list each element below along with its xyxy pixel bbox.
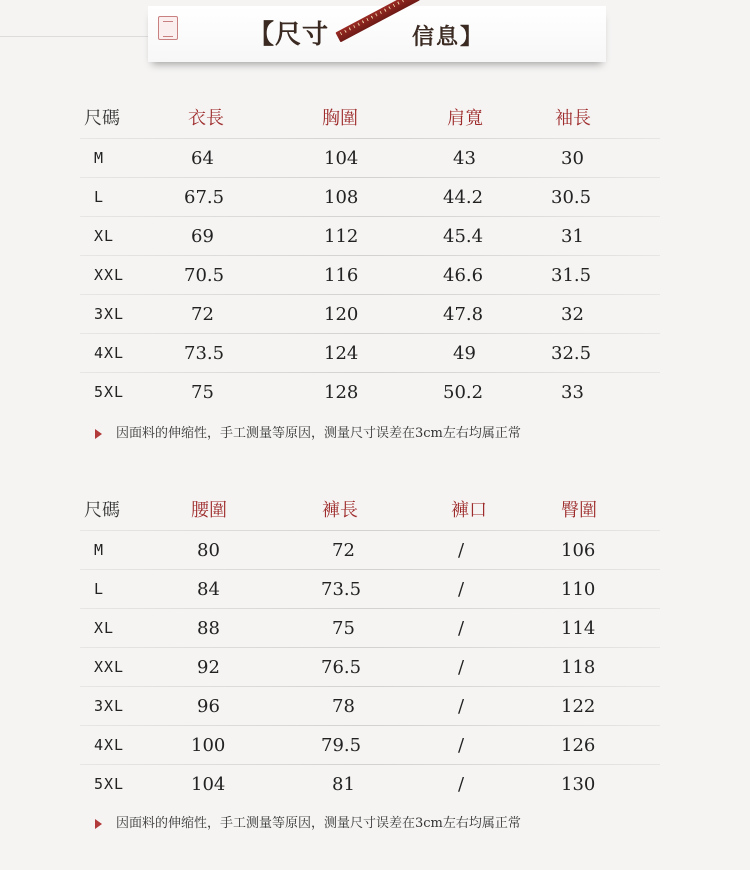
value-cell: 72 (191, 304, 214, 325)
size-cell: XL (94, 619, 115, 637)
value-cell: 46.6 (443, 265, 484, 286)
value-cell: 104 (191, 774, 226, 795)
value-cell: 112 (324, 226, 359, 247)
value-cell: 75 (332, 618, 355, 639)
size-cell: M (94, 149, 105, 167)
value-cell: 43 (453, 148, 476, 169)
header-length: 衣長 (188, 108, 224, 129)
value-cell: 76.5 (321, 657, 362, 678)
note-text: 因面料的伸缩性，手工测量等原因，测量尺寸误差在3cm左右均属正常 (116, 426, 521, 441)
table-row (80, 256, 660, 295)
value-cell: 124 (324, 343, 359, 364)
value-cell: 49 (453, 343, 476, 364)
value-cell: 75 (191, 382, 214, 403)
value-cell: 31 (561, 226, 584, 247)
value-cell: / (458, 579, 465, 600)
table-row (80, 687, 660, 726)
value-cell: / (458, 657, 465, 678)
table-row (80, 217, 660, 256)
value-cell: 118 (561, 657, 596, 678)
size-cell: 3XL (94, 305, 125, 323)
value-cell: 120 (324, 304, 359, 325)
value-cell: 45.4 (443, 226, 484, 247)
value-cell: 114 (561, 618, 596, 639)
size-cell: 4XL (94, 344, 125, 362)
value-cell: 64 (191, 148, 214, 169)
value-cell: 81 (332, 774, 355, 795)
value-cell: 130 (561, 774, 596, 795)
header-size: 尺碼 (84, 500, 120, 521)
header-hip: 臀圍 (561, 500, 597, 521)
size-cell: 4XL (94, 736, 125, 754)
value-cell: 79.5 (321, 735, 362, 756)
size-cell: L (94, 580, 105, 598)
note-text: 因面料的伸缩性，手工测量等原因，测量尺寸误差在3cm左右均属正常 (116, 816, 521, 831)
value-cell: 100 (191, 735, 226, 756)
value-cell: 70.5 (184, 265, 225, 286)
value-cell: 80 (197, 540, 220, 561)
triangle-bullet-icon (95, 819, 102, 829)
table-row (80, 765, 660, 804)
value-cell: 110 (561, 579, 596, 600)
header-sleeve: 袖長 (555, 108, 591, 129)
header-shoulder: 肩寬 (447, 108, 483, 129)
value-cell: 128 (324, 382, 359, 403)
value-cell: / (458, 774, 465, 795)
table-row (80, 334, 660, 373)
value-cell: 47.8 (443, 304, 484, 325)
header-leg-opening: 褲口 (451, 500, 487, 521)
header-size: 尺碼 (84, 108, 120, 129)
size-cell: L (94, 188, 105, 206)
value-cell: 30.5 (551, 187, 592, 208)
size-cell: 5XL (94, 775, 125, 793)
table-row (80, 609, 660, 648)
table-row (80, 295, 660, 334)
ruler-icon (335, 0, 420, 42)
table-row (80, 531, 660, 570)
value-cell: 31.5 (551, 265, 592, 286)
header-pant-length: 褲長 (322, 500, 358, 521)
value-cell: 106 (561, 540, 596, 561)
size-cell: XXL (94, 266, 125, 284)
table-header-row (80, 99, 660, 138)
value-cell: 73.5 (321, 579, 362, 600)
table-row (80, 178, 660, 217)
size-cell: 3XL (94, 697, 125, 715)
seal-stamp-icon (158, 16, 178, 40)
value-cell: / (458, 618, 465, 639)
table-header-row (80, 491, 660, 530)
banner-title-right: 信息】 (412, 24, 485, 50)
value-cell: 32 (561, 304, 584, 325)
value-cell: / (458, 696, 465, 717)
size-info-banner (148, 6, 606, 62)
value-cell: 88 (197, 618, 220, 639)
value-cell: 104 (324, 148, 359, 169)
header-chest: 胸圍 (322, 108, 358, 129)
table-row (80, 648, 660, 687)
value-cell: 33 (561, 382, 584, 403)
value-cell: 32.5 (551, 343, 592, 364)
value-cell: 69 (191, 226, 214, 247)
table-row (80, 373, 660, 412)
value-cell: 44.2 (443, 187, 484, 208)
measurement-note (95, 812, 521, 831)
size-cell: XXL (94, 658, 125, 676)
value-cell: 84 (197, 579, 220, 600)
value-cell: 73.5 (184, 343, 225, 364)
value-cell: / (458, 735, 465, 756)
value-cell: 30 (561, 148, 584, 169)
value-cell: 92 (197, 657, 220, 678)
value-cell: / (458, 540, 465, 561)
value-cell: 96 (197, 696, 220, 717)
value-cell: 50.2 (443, 382, 484, 403)
value-cell: 122 (561, 696, 596, 717)
triangle-bullet-icon (95, 429, 102, 439)
size-cell: 5XL (94, 383, 125, 401)
table-row (80, 139, 660, 178)
table-row (80, 570, 660, 609)
banner-title-left: 【尺寸 (248, 20, 330, 50)
table-row (80, 726, 660, 765)
value-cell: 78 (332, 696, 355, 717)
value-cell: 67.5 (184, 187, 225, 208)
value-cell: 126 (561, 735, 596, 756)
value-cell: 108 (324, 187, 359, 208)
size-cell: M (94, 541, 105, 559)
header-waist: 腰圍 (191, 500, 227, 521)
size-cell: XL (94, 227, 115, 245)
measurement-note (95, 422, 521, 441)
value-cell: 72 (332, 540, 355, 561)
value-cell: 116 (324, 265, 359, 286)
